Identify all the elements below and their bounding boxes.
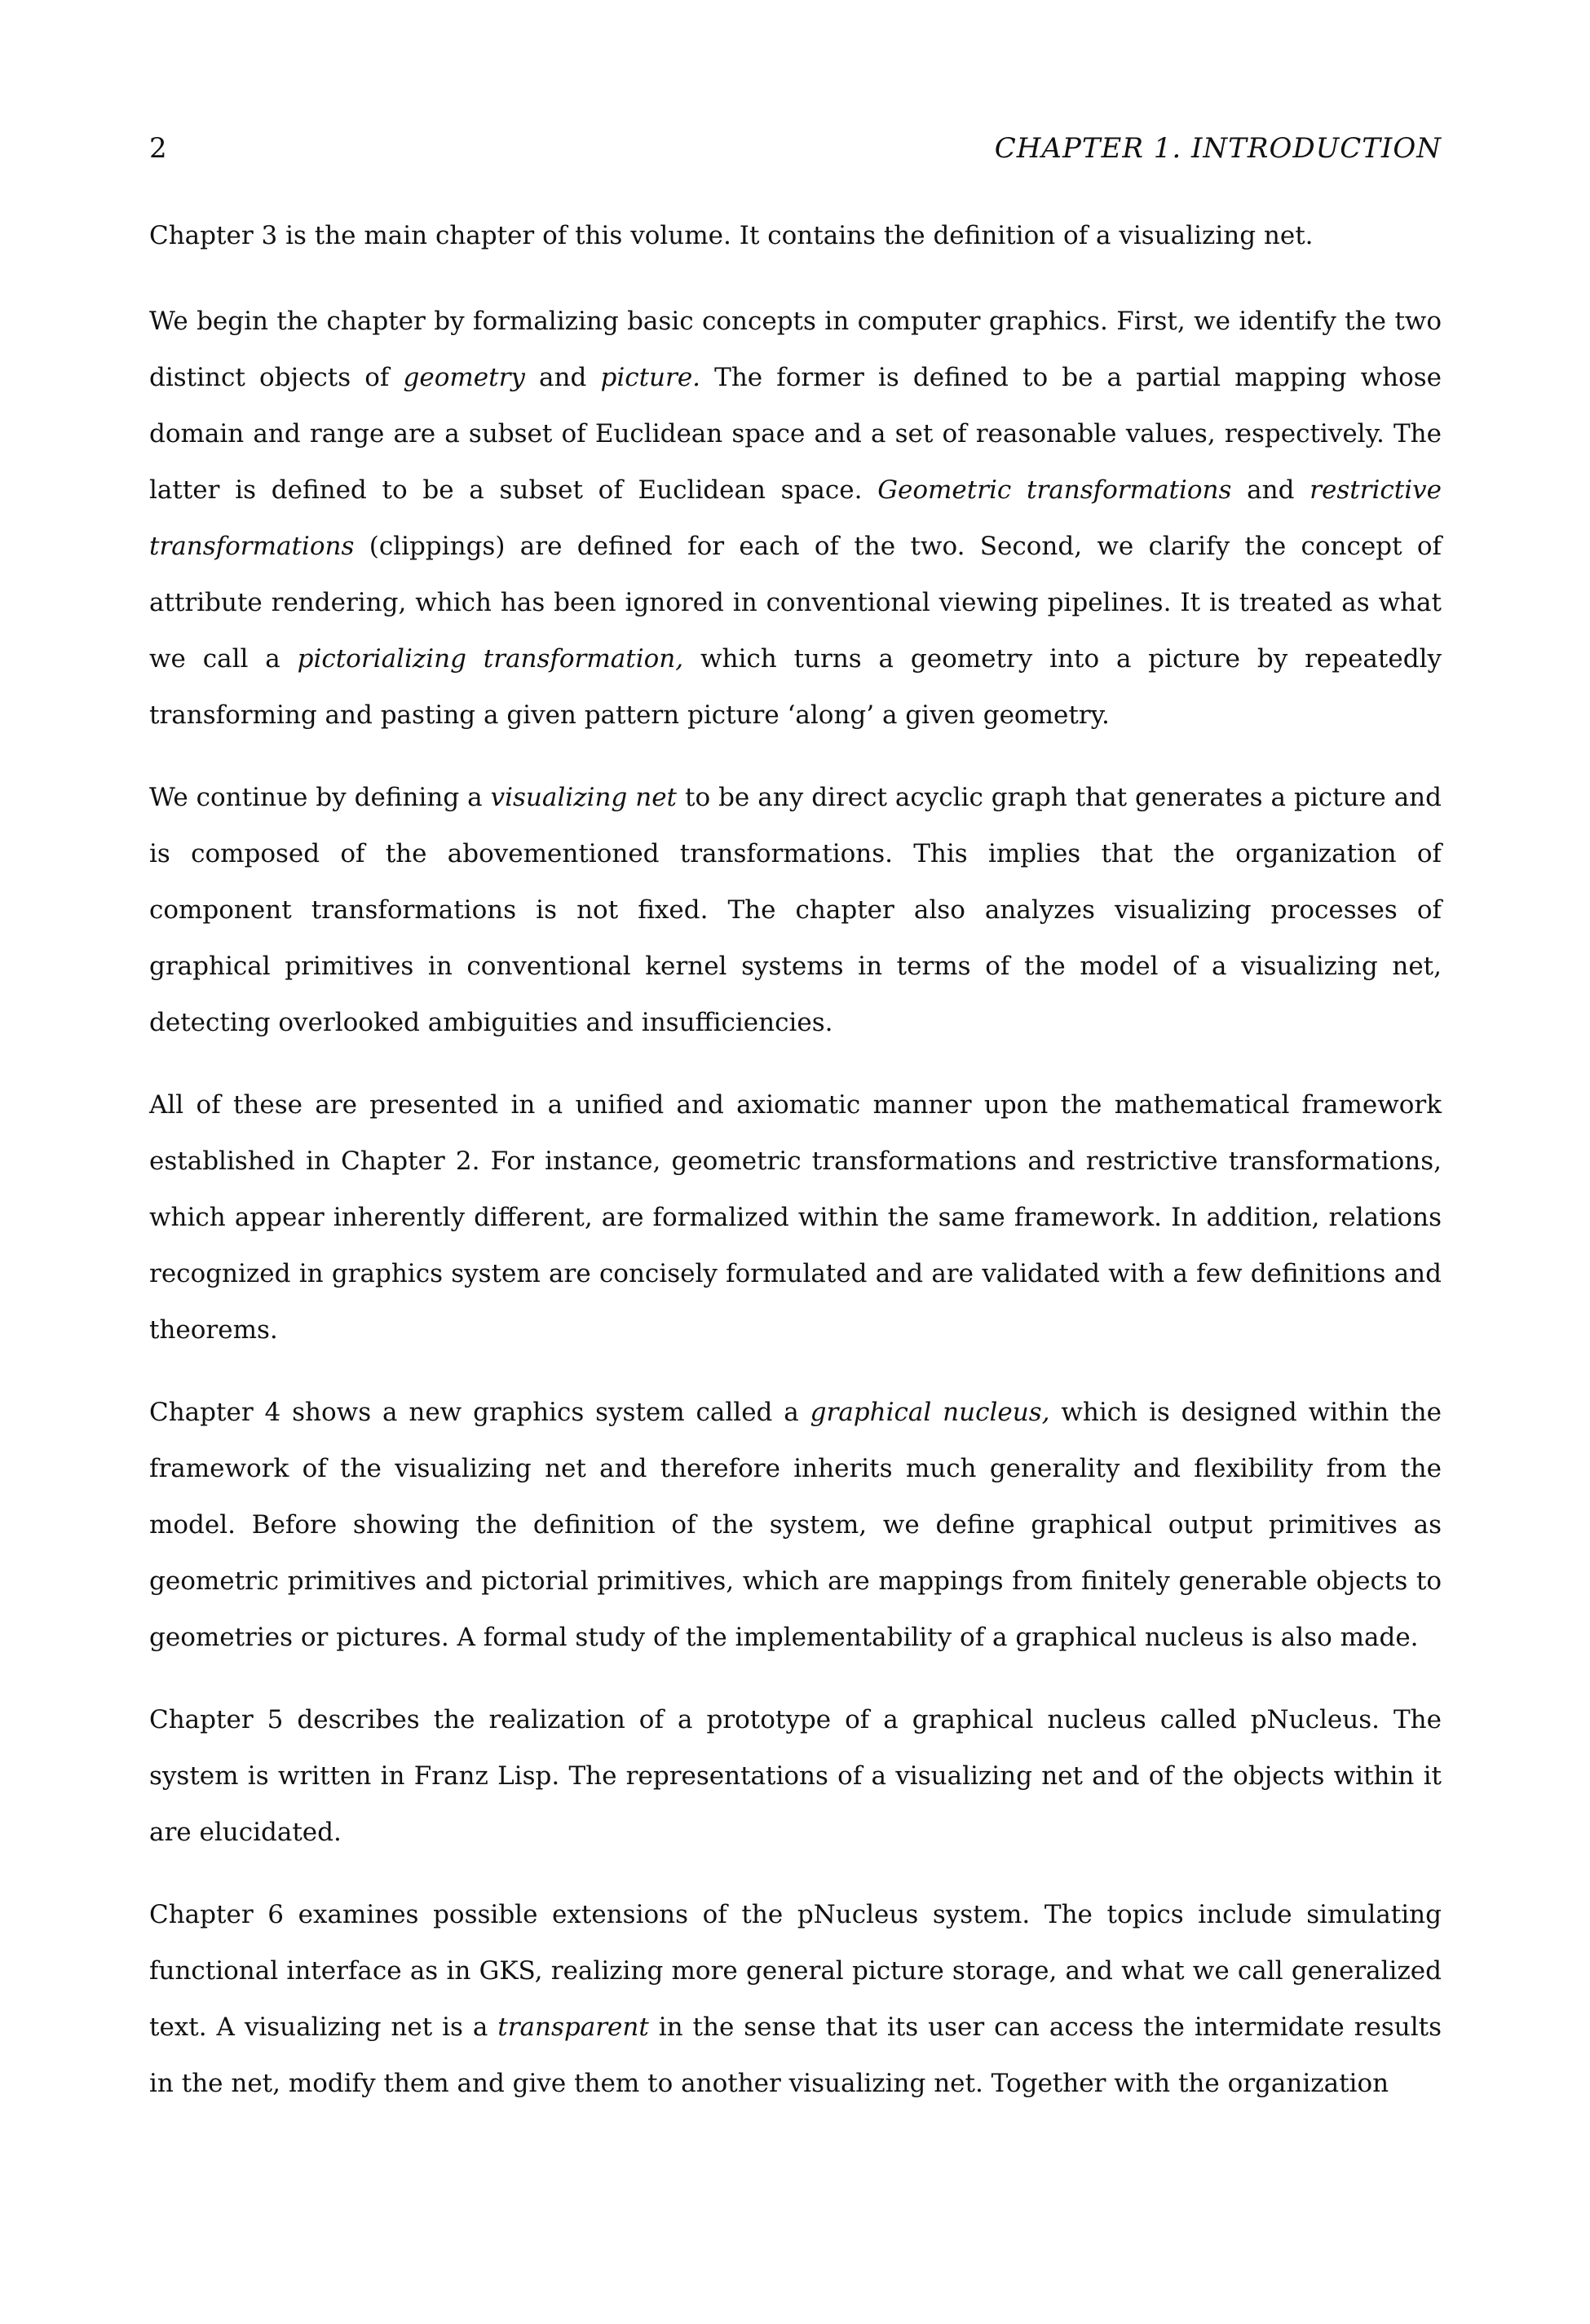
italic-term: picture. (600, 363, 701, 392)
page-number: 2 (149, 132, 167, 165)
running-head: CHAPTER 1. INTRODUCTION (994, 132, 1442, 165)
text-run: to be any direct acyclic graph that generates a picture and is composed of the abovementioned transformations. This implies that the organization of component transformations is not fixed. The chapter also analyzes visualizing processes of graphical primitives in conventional kernel systems in terms of the model of a visualizing net, detecting overlooked ambiguities and insufficiencies. (149, 783, 1442, 1037)
paragraph-7 (149, 1887, 1442, 2112)
text-run: Chapter 5 describes the realization of a prototype of a graphical nucleus called pNucleus. The system is written in Franz Lisp. The representations of a visualizing net and of the objects within it are elucidated. (149, 1705, 1442, 1847)
italic-term: Geometric transformations (877, 475, 1232, 505)
italic-term: visualizing net (490, 783, 678, 812)
text-run: Chapter 3 is the main chapter of this volume. It contains the definition of a visualizing net. (149, 221, 1314, 250)
italic-term: restrictive transformations (149, 475, 1442, 561)
text-run: We begin the chapter by formalizing basic concepts in computer graphics. First, we identify the two distinct objects of (149, 307, 1442, 392)
paragraph-5 (149, 1385, 1442, 1666)
italic-term: geometry (403, 363, 525, 392)
text-run: (clippings) are defined for each of the two. Second, we clarify the concept of attribute rendering, which has been ignored in conventional viewing pipelines. It is treated as what we call a (149, 532, 1442, 674)
paragraph-4 (149, 1077, 1442, 1359)
page-header (149, 132, 1442, 173)
body-text (149, 208, 1442, 2138)
text-run: which turns a geometry into a picture by repeatedly transforming and pasting a given pattern picture ‘along’ a given geometry. (149, 644, 1442, 730)
text-run: Chapter 6 examines possible extensions of the pNucleus system. The topics include simulating functional interface as in GKS, realizing more general picture storage, and what we call generalized text. A visualizing net is a (149, 1900, 1442, 2042)
text-run: We continue by defining a (149, 783, 491, 812)
text-run: in the sense that its user can access the intermidate results in the net, modify them and give them to another visualizing net. Together with the organization (149, 2013, 1442, 2098)
paragraph-2 (149, 294, 1442, 744)
paragraph-3 (149, 770, 1442, 1051)
italic-term: graphical nucleus, (810, 1398, 1050, 1427)
text-run: and (524, 363, 601, 392)
text-run: and (1231, 475, 1310, 505)
text-run: Chapter 4 shows a new graphics system called a (149, 1398, 810, 1427)
text-run: which is designed within the framework of the visualizing net and therefore inherits much generality and flexibility from the model. Before showing the definition of the system, we define graphical output primitives as geometric primitives and pictorial primitives, which are mappings from finitely generable objects to geometries or pictures. A formal study of the implementability of a graphical nucleus is also made. (149, 1398, 1442, 1652)
text-run: All of these are presented in a unified and axiomatic manner upon the mathematical framework established in Chapter 2. For instance, geometric transformations and restrictive transformations, which appear inherently different, are formalized within the same framework. In addition, relations recognized in graphics system are concisely formulated and are validated with a few definitions and theorems. (149, 1090, 1442, 1345)
italic-term: transparent (497, 2013, 649, 2042)
paragraph-1 (149, 208, 1442, 264)
text-run: The former is defined to be a partial mapping whose domain and range are a subset of Euclidean space and a set of reasonable values, respectively. The latter is defined to be a subset of Euclidean space. (149, 363, 1442, 505)
italic-term: pictorializing transformation, (297, 644, 684, 674)
paragraph-6 (149, 1692, 1442, 1861)
